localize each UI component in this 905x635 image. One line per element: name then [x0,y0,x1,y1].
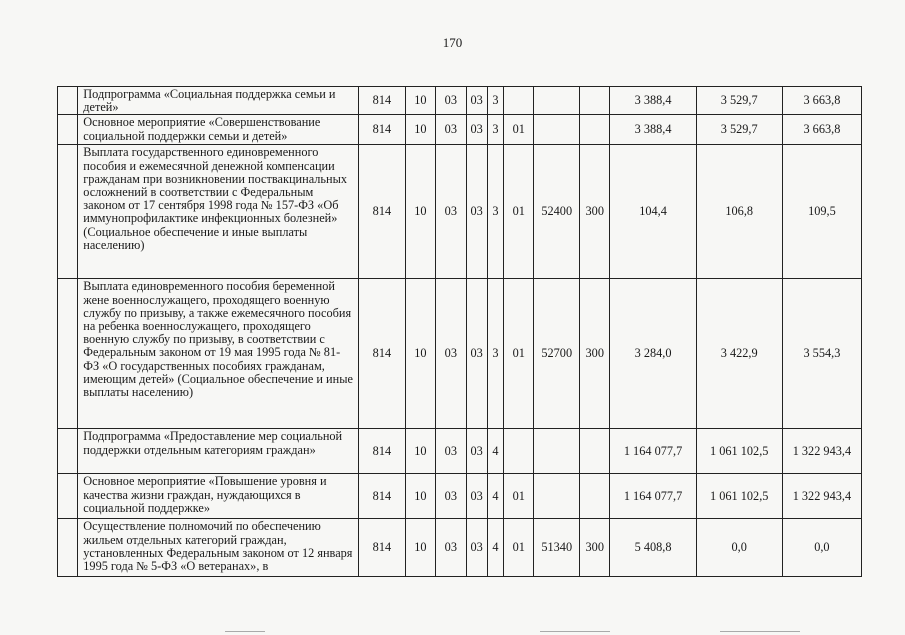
amount-year-1: 3 284,0 [610,279,696,429]
scan-artifact [225,631,265,632]
amount-year-3: 1 322 943,4 [782,429,861,474]
amount-year-2: 3 529,7 [696,87,782,115]
csr-part-4 [534,429,580,474]
scan-artifact [540,631,610,632]
vr-code [580,429,610,474]
amount-year-2: 3 529,7 [696,115,782,145]
table-row [58,115,862,145]
item-name: Осуществление полномочий по обеспечению жильем отдельных категорий граждан, установленных Федеральным законом от 12 января 1995 года № 5-ФЗ «О ветеранах», в [78,519,359,577]
empty-cell [58,145,78,279]
csr-part-4: 51340 [534,519,580,577]
amount-year-2: 1 061 102,5 [696,474,782,519]
csr-part-2: 4 [487,519,503,577]
csr-part-2: 4 [487,474,503,519]
csr-part-1: 03 [466,429,487,474]
gr-code: 814 [359,145,406,279]
csr-part-2: 4 [487,429,503,474]
amount-year-1: 104,4 [610,145,696,279]
amount-year-3: 1 322 943,4 [782,474,861,519]
table-row [58,87,862,115]
csr-part-3: 01 [504,474,534,519]
empty-cell [58,279,78,429]
csr-part-1: 03 [466,519,487,577]
csr-part-1: 03 [466,279,487,429]
csr-part-3: 01 [504,145,534,279]
empty-cell [58,115,78,145]
vr-code [580,474,610,519]
csr-part-1: 03 [466,115,487,145]
item-name: Основное мероприятие «Совершенствование социальной поддержки семьи и детей» [78,115,359,145]
amount-year-1: 3 388,4 [610,87,696,115]
csr-part-2: 3 [487,87,503,115]
item-name: Выплата единовременного пособия беременной жене военнослужащего, проходящего военную службу по призыву, а также ежемесячного пособия на ребенка военнослужащего, проходящего военную службу по призыву, в соответствии с Федеральным законом от 19 мая 1995 года № 81-ФЗ «О государственных пособиях гражданам, имеющим детей» (Социальное обеспечение и иные выплаты населению) [78,279,359,429]
page-number: 170 [442,35,463,50]
pr-code: 03 [436,279,466,429]
rz-code: 10 [405,279,435,429]
amount-year-1: 1 164 077,7 [610,474,696,519]
gr-code: 814 [359,87,406,115]
amount-year-2: 3 422,9 [696,279,782,429]
budget-table [57,86,862,577]
rz-code: 10 [405,87,435,115]
rz-code: 10 [405,115,435,145]
csr-part-3: 01 [504,115,534,145]
csr-part-4 [534,87,580,115]
csr-part-2: 3 [487,279,503,429]
item-name: Подпрограмма «Предоставление мер социальной поддержки отдельным категориям граждан» [78,429,359,474]
amount-year-3: 3 663,8 [782,115,861,145]
gr-code: 814 [359,474,406,519]
amount-year-2: 0,0 [696,519,782,577]
amount-year-3: 3 554,3 [782,279,861,429]
empty-cell [58,429,78,474]
table-row [58,429,862,474]
pr-code: 03 [436,145,466,279]
gr-code: 814 [359,429,406,474]
gr-code: 814 [359,115,406,145]
csr-part-4: 52400 [534,145,580,279]
pr-code: 03 [436,474,466,519]
rz-code: 10 [405,519,435,577]
table-row [58,145,862,279]
amount-year-1: 1 164 077,7 [610,429,696,474]
csr-part-3 [504,87,534,115]
item-name: Подпрограмма «Социальная поддержка семьи и детей» [78,87,359,115]
csr-part-4: 52700 [534,279,580,429]
csr-part-4 [534,115,580,145]
table-row [58,519,862,577]
table-row [58,279,862,429]
csr-part-3: 01 [504,519,534,577]
pr-code: 03 [436,519,466,577]
scan-artifact [720,631,800,632]
pr-code: 03 [436,115,466,145]
csr-part-4 [534,474,580,519]
vr-code: 300 [580,519,610,577]
amount-year-1: 5 408,8 [610,519,696,577]
amount-year-3: 109,5 [782,145,861,279]
vr-code: 300 [580,279,610,429]
vr-code [580,87,610,115]
csr-part-1: 03 [466,474,487,519]
amount-year-3: 3 663,8 [782,87,861,115]
vr-code: 300 [580,145,610,279]
gr-code: 814 [359,279,406,429]
vr-code [580,115,610,145]
amount-year-2: 1 061 102,5 [696,429,782,474]
item-name: Основное мероприятие «Повышение уровня и качества жизни граждан, нуждающихся в социальной поддержке» [78,474,359,519]
csr-part-3: 01 [504,279,534,429]
rz-code: 10 [405,429,435,474]
csr-part-2: 3 [487,145,503,279]
table-row [58,474,862,519]
csr-part-1: 03 [466,145,487,279]
empty-cell [58,474,78,519]
amount-year-3: 0,0 [782,519,861,577]
item-name: Выплата государственного единовременного пособия и ежемесячной денежной компенсации гражданам при возникновении поствакцинальных осложнений в соответствии с Федеральным законом от 17 сентября 1998 года № 157-ФЗ «Об иммунопрофилактике инфекционных болезней» (Социальное обеспечение и иные выплаты населению) [78,145,359,279]
empty-cell [58,519,78,577]
pr-code: 03 [436,429,466,474]
csr-part-1: 03 [466,87,487,115]
rz-code: 10 [405,474,435,519]
csr-part-2: 3 [487,115,503,145]
amount-year-1: 3 388,4 [610,115,696,145]
rz-code: 10 [405,145,435,279]
empty-cell [58,87,78,115]
amount-year-2: 106,8 [696,145,782,279]
gr-code: 814 [359,519,406,577]
csr-part-3 [504,429,534,474]
pr-code: 03 [436,87,466,115]
